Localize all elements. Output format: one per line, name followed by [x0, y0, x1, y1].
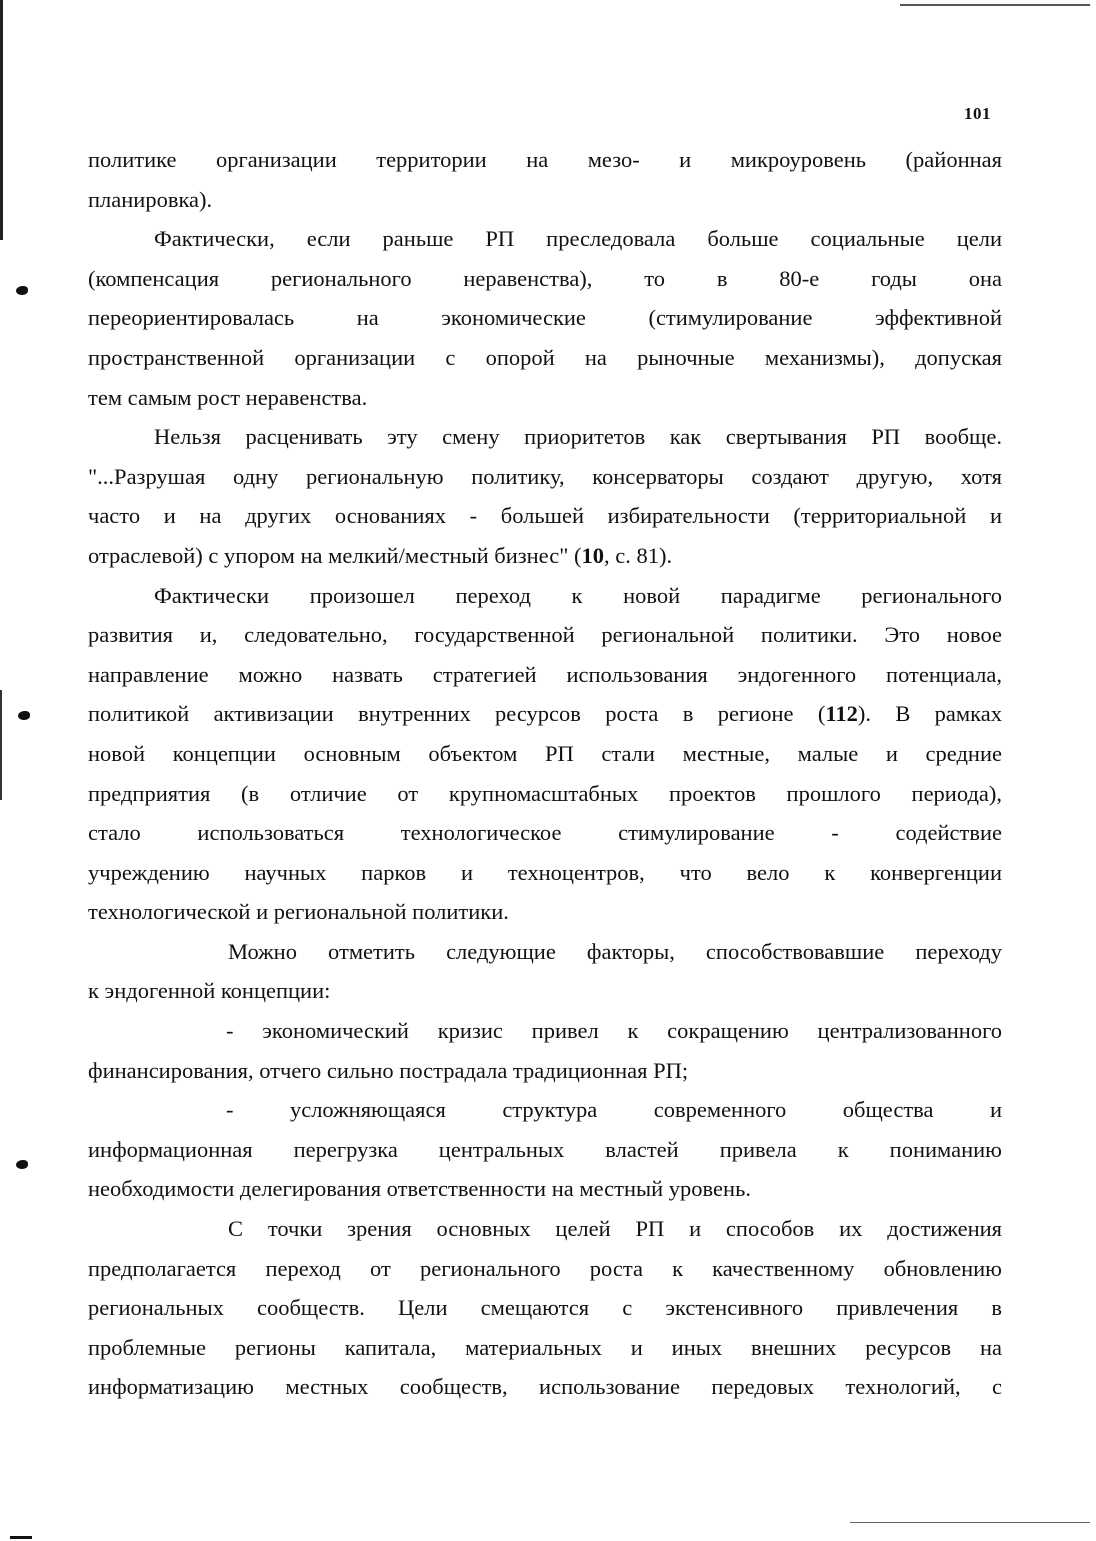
- text-line: новой концепции основным объектом РП стали местные, малые и средние: [88, 740, 1002, 766]
- text-line: Фактически произошел переход к новой парадигме регионального: [154, 582, 1002, 608]
- scan-bottom-rule: [850, 1522, 1090, 1523]
- scan-corner-mark: [10, 1536, 32, 1539]
- text-line: часто и на других основаниях - большей избирательности (территориальной и: [88, 503, 1002, 529]
- text-line: С точки зрения основных целей РП и способов их достижения: [228, 1216, 1002, 1242]
- text-line: переориентировалась на экономические (стимулирование эффективной: [88, 305, 1002, 331]
- list-item-line: - усложняющаяся структура современного общества и: [226, 1097, 1002, 1123]
- text-line: технологической и региональной политики.: [88, 899, 509, 925]
- list-item-line: информационная перегрузка центральных властей привела к пониманию: [88, 1136, 1002, 1162]
- text-line: проблемные регионы капитала, материальных и иных внешних ресурсов на: [88, 1334, 1002, 1360]
- list-item-line: - экономический кризис привел к сокращению централизованного: [226, 1018, 1002, 1044]
- text-line: [88, 694, 1002, 734]
- text-span: ). В рамках: [857, 701, 1002, 727]
- text-line: предприятия (в отличие от крупномасштабных проектов прошлого периода),: [88, 780, 1002, 806]
- text-line: предполагается переход от регионального роста к качественному обновлению: [88, 1255, 1002, 1281]
- scan-edge-mark: [0, 0, 3, 240]
- list-item-line: финансирования, отчего сильно пострадала традиционная РП;: [88, 1057, 689, 1083]
- text-line: информатизацию местных сообществ, использование передовых технологий, с: [88, 1374, 1002, 1400]
- text-line: политике организации территории на мезо- и микроуровень (районная: [88, 147, 1002, 172]
- scan-blot: [16, 1160, 28, 1169]
- scan-blot: [16, 286, 28, 295]
- text-line: развития и, следовательно, государственной региональной политики. Это новое: [88, 622, 1002, 648]
- citation-ref: 112: [825, 701, 858, 727]
- scan-top-rule: [900, 4, 1090, 6]
- text-line: к эндогенной концепции:: [88, 978, 331, 1004]
- text-line: учреждению научных парков и техноцентров, что вело к конвергенции: [88, 859, 1002, 885]
- scan-edge-mark: [0, 690, 2, 800]
- text-line: пространственной организации с опорой на рыночные механизмы), допуская: [88, 344, 1002, 370]
- text-span: , с. 81).: [604, 542, 673, 568]
- citation-ref: 10: [581, 542, 605, 568]
- text-line: Можно отметить следующие факторы, способствовавшие переходу: [228, 938, 1002, 964]
- list-item-line: необходимости делегирования ответственности на местный уровень.: [88, 1176, 751, 1202]
- text-span: отраслевой) с упором на мелкий/местный бизнес" (: [88, 542, 582, 568]
- text-line: (компенсация регионального неравенства), то в 80-е годы она: [88, 265, 1002, 291]
- text-span: политикой активизации внутренних ресурсов роста в регионе (: [88, 701, 826, 727]
- text-line: планировка).: [88, 186, 213, 212]
- scan-blot: [18, 711, 30, 720]
- main-text: [88, 140, 1002, 1407]
- text-line: Нельзя расценивать эту смену приоритетов как свертывания РП вообще.: [154, 424, 1002, 450]
- text-line: направление можно назвать стратегией использования эндогенного потенциала,: [88, 661, 1002, 687]
- text-line: Фактически, если раньше РП преследовала больше социальные цели: [154, 226, 1002, 252]
- text-line: стало использоваться технологическое стимулирование - содействие: [88, 820, 1002, 846]
- text-line: региональных сообществ. Цели смещаются с экстенсивного привлечения в: [88, 1295, 1002, 1321]
- text-line: "...Разрушая одну региональную политику, консерваторы создают другую, хотя: [88, 463, 1002, 489]
- text-line: [88, 536, 1002, 576]
- page-number: 101: [964, 104, 991, 123]
- text-line: тем самым рост неравенства.: [88, 384, 368, 410]
